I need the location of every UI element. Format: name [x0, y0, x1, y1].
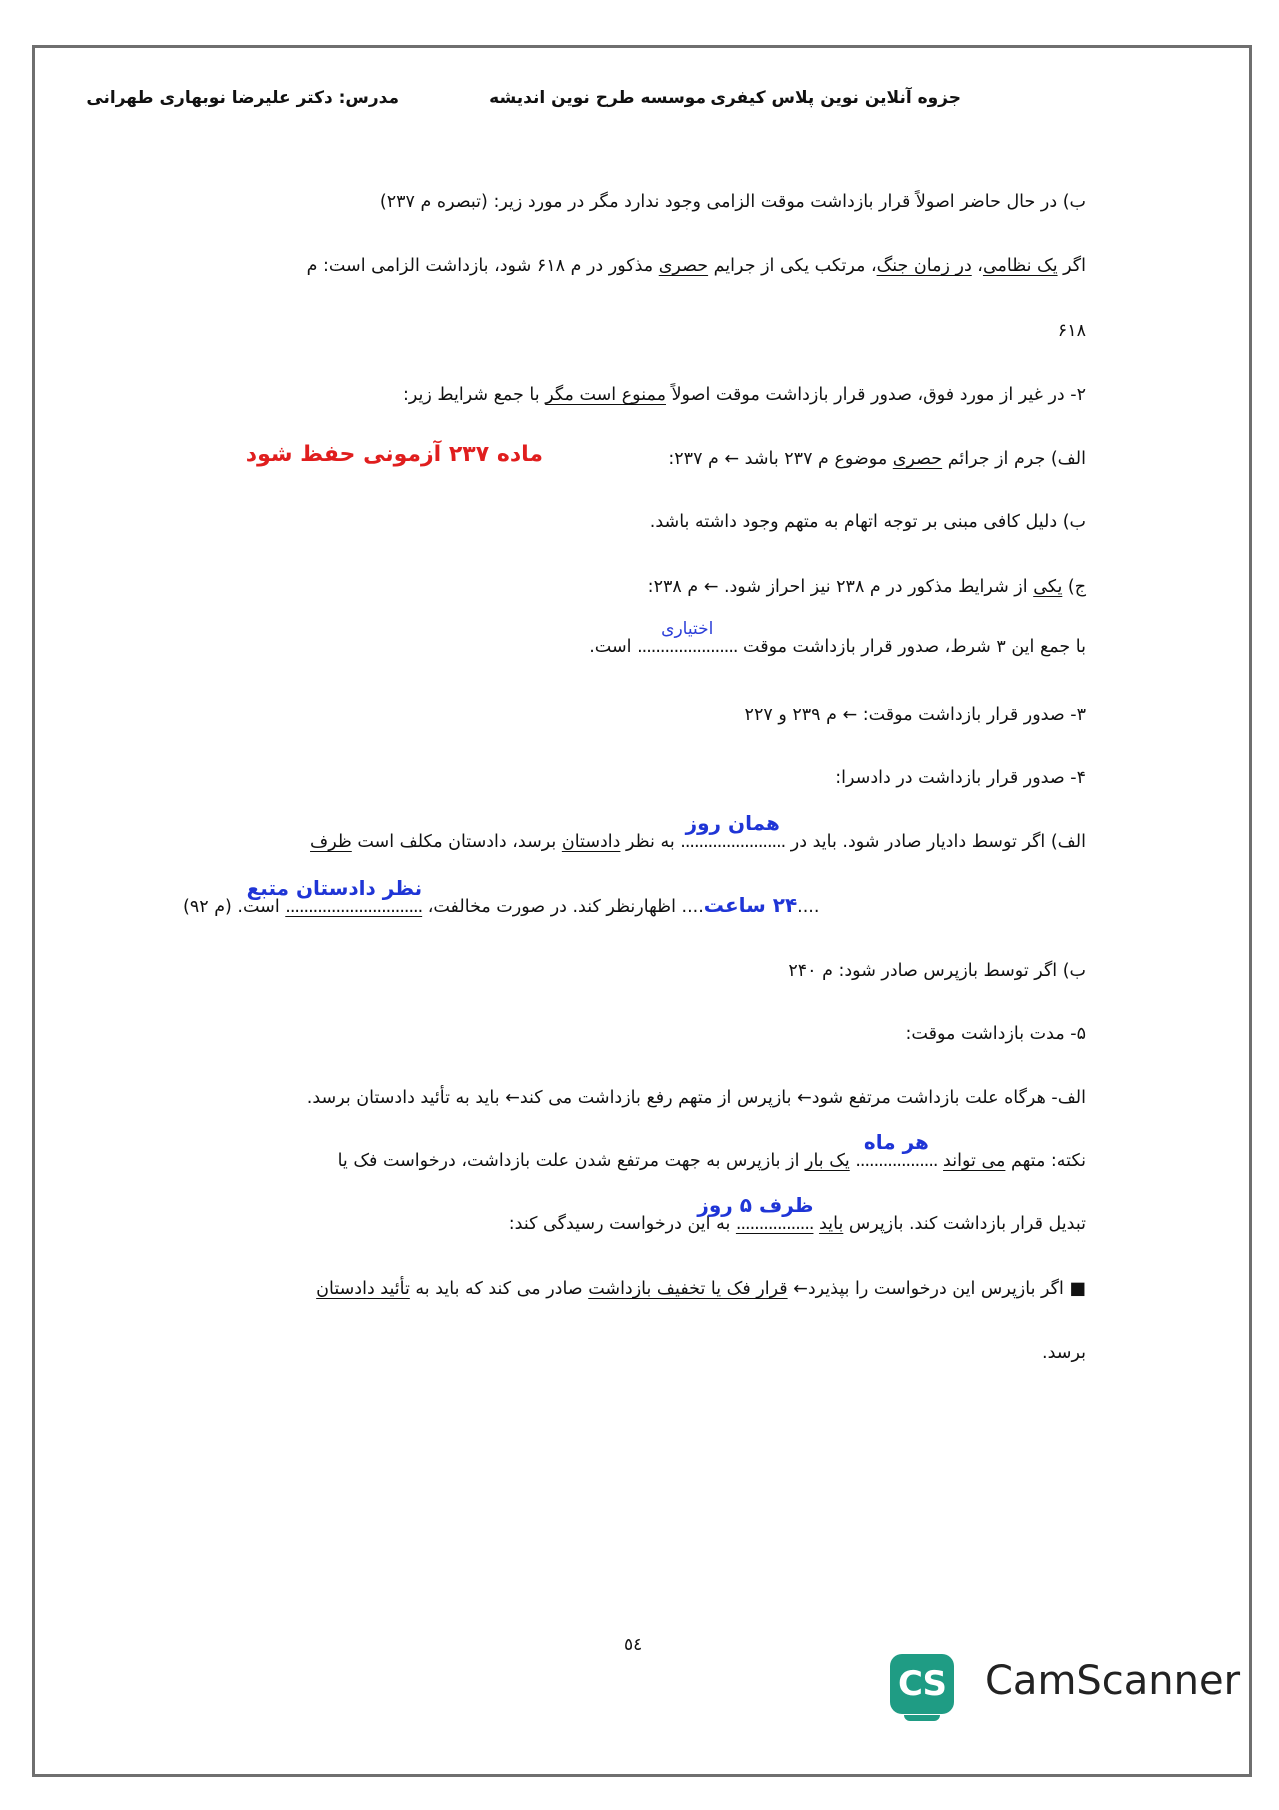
camscanner-logo-icon: CS: [890, 1654, 954, 1714]
header-teacher: مدرس: دکتر علیرضا نوبهاری طهرانی: [86, 88, 399, 108]
red-handwritten-note: ماده ۲۳۷ آزمونی حفظ شود: [245, 442, 543, 467]
header-booklet-title: جزوه آنلاین نوین پلاس کیفری: [710, 88, 961, 108]
camscanner-watermark-text: CamScanner: [985, 1658, 1241, 1704]
line-15: الف- هرگاه علت بازداشت مرتفع شود← بازپرس از متهم رفع بازداشت می کند← باید به تأئید دادستان برسد.: [306, 1088, 1086, 1108]
line-8: با جمع این ۳ شرط، صدور قرار بازداشت موقت ...................... اختیاری است.: [589, 634, 1086, 660]
line-12: ....۲۴ ساعت.... اظهارنظر کند. در صورت مخالفت، .............................. نظر دادستان متبع است. (م ۹۲): [183, 876, 820, 917]
line-5: الف) جرم از جرائم حصری موضوع م ۲۳۷ باشد ← م ۲۳۷:: [668, 449, 1086, 469]
line-13: ب) اگر توسط بازپرس صادر شود: م ۲۴۰: [788, 961, 1086, 981]
line-16: نکته: متهم می تواند .................. هر ماه یک بار از بازپرس به جهت مرتفع شدن علت بازداشت، درخواست فک یا: [337, 1130, 1086, 1171]
page-number: ٥٤: [624, 1635, 643, 1655]
line-7: ج) یکی از شرایط مذکور در م ۲۳۸ نیز احراز شود. ← م ۲۳۸:: [647, 577, 1086, 597]
bullet-icon: ■: [1069, 1279, 1086, 1299]
line-17: تبدیل قرار بازداشت کند. بازپرس باید ................. ظرف ۵ روز به این درخواست رسیدگی کند:: [508, 1193, 1086, 1234]
line-11: الف) اگر توسط دادیار صادر شود. باید در ....................... همان روز به نظر دادستان برسد، دادستان مکلف است ظرف: [310, 811, 1086, 852]
handwritten-fill-5-days: ظرف ۵ روز: [697, 1193, 814, 1217]
handwritten-fill-every-month: هر ماه: [863, 1130, 929, 1154]
line-3: ۶۱۸: [1057, 321, 1086, 341]
header-institute: موسسه طرح نوین اندیشه: [489, 88, 706, 108]
handwritten-fill-24-hours: ۲۴ ساعت: [703, 893, 798, 917]
line-6: ب) دلیل کافی مبنی بر توجه اتهام به متهم وجود داشته باشد.: [649, 512, 1086, 532]
line-19: برسد.: [1042, 1343, 1086, 1363]
handwritten-fill-same-day: همان روز: [685, 811, 780, 835]
line-18: ■ اگر بازپرس این درخواست را بپذیرد← قرار فک یا تخفیف بازداشت صادر می کند که باید به تأئید دادستان: [316, 1279, 1086, 1299]
handwritten-fill-prosecutor-opinion: نظر دادستان متبع: [246, 876, 423, 900]
line-4: ۲- در غیر از مورد فوق، صدور قرار بازداشت موقت اصولاً ممنوع است مگر با جمع شرایط زیر:: [402, 385, 1086, 405]
line-14: ۵- مدت بازداشت موقت:: [905, 1024, 1086, 1044]
line-10: ۴- صدور قرار بازداشت در دادسرا:: [835, 768, 1086, 788]
line-2: اگر یک نظامی، در زمان جنگ، مرتکب یکی از جرایم حصری مذکور در م ۶۱۸ شود، بازداشت الزامی است: م: [306, 256, 1086, 276]
line-1: ب) در حال حاضر اصولاً قرار بازداشت موقت الزامی وجود ندارد مگر در مورد زیر: (تبصره م ۲۳۷): [379, 192, 1086, 212]
line-9: ۳- صدور قرار بازداشت موقت: ← م ۲۳۹ و ۲۲۷: [744, 705, 1086, 725]
handwritten-fill-optional: اختیاری: [661, 619, 714, 639]
